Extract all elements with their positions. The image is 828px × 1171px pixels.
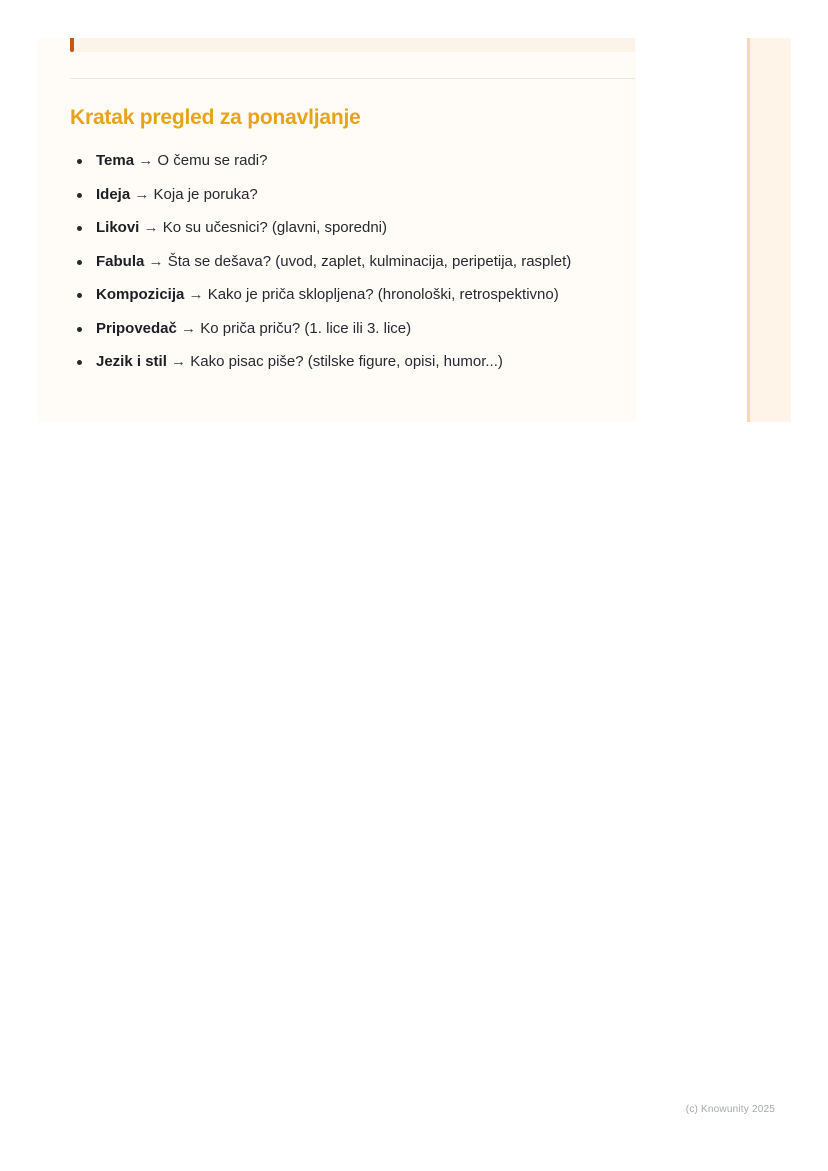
arrow-icon: → bbox=[143, 219, 163, 236]
bullet-icon bbox=[77, 159, 82, 164]
review-list bbox=[70, 150, 571, 385]
arrow-icon: → bbox=[171, 353, 191, 370]
list-item bbox=[70, 217, 571, 251]
arrow-icon: → bbox=[181, 319, 201, 337]
list-item bbox=[70, 318, 571, 352]
bullet-icon bbox=[77, 360, 82, 365]
item-term: Ideja bbox=[96, 185, 131, 203]
section-heading: Kratak pregled za ponavljanje bbox=[70, 106, 361, 129]
item-text: O čemu se radi? bbox=[157, 152, 268, 169]
item-term: Tema bbox=[96, 152, 135, 169]
list-item bbox=[70, 150, 571, 184]
bullet-icon bbox=[77, 193, 82, 198]
bullet-icon bbox=[77, 260, 82, 265]
list-item bbox=[70, 251, 571, 285]
arrow-icon: → bbox=[148, 252, 168, 270]
item-term: Pripovedač bbox=[96, 319, 177, 337]
bullet-icon bbox=[77, 226, 82, 231]
previous-section-bar bbox=[70, 38, 635, 52]
item-text: Kako pisac piše? (stilske figure, opisi, humor...) bbox=[190, 353, 503, 370]
copyright-footer: (c) Knowunity 2025 bbox=[685, 1104, 775, 1115]
bullet-icon bbox=[77, 293, 82, 298]
bullet-icon bbox=[77, 327, 82, 332]
item-text: Ko priča priču? (1. lice ili 3. lice) bbox=[200, 319, 412, 337]
item-term: Jezik i stil bbox=[96, 353, 167, 370]
item-term: Fabula bbox=[96, 252, 145, 270]
list-item bbox=[70, 284, 571, 318]
arrow-icon: → bbox=[138, 152, 158, 169]
item-term: Kompozicija bbox=[96, 286, 185, 303]
item-text: Šta se dešava? (uvod, zaplet, kulminacija, peripetija, rasplet) bbox=[167, 252, 572, 270]
item-text: Ko su učesnici? (glavni, sporedni) bbox=[162, 219, 387, 236]
accent-marker bbox=[70, 38, 74, 52]
item-text: Koja je poruka? bbox=[153, 185, 258, 203]
section-divider bbox=[70, 78, 635, 79]
list-item bbox=[70, 184, 571, 218]
item-text: Kako je priča sklopljena? (hronološki, retrospektivno) bbox=[207, 286, 559, 303]
list-item bbox=[70, 351, 571, 385]
item-term: Likovi bbox=[96, 219, 140, 236]
arrow-icon: → bbox=[188, 286, 208, 303]
side-panel bbox=[747, 38, 791, 422]
arrow-icon: → bbox=[134, 185, 154, 203]
